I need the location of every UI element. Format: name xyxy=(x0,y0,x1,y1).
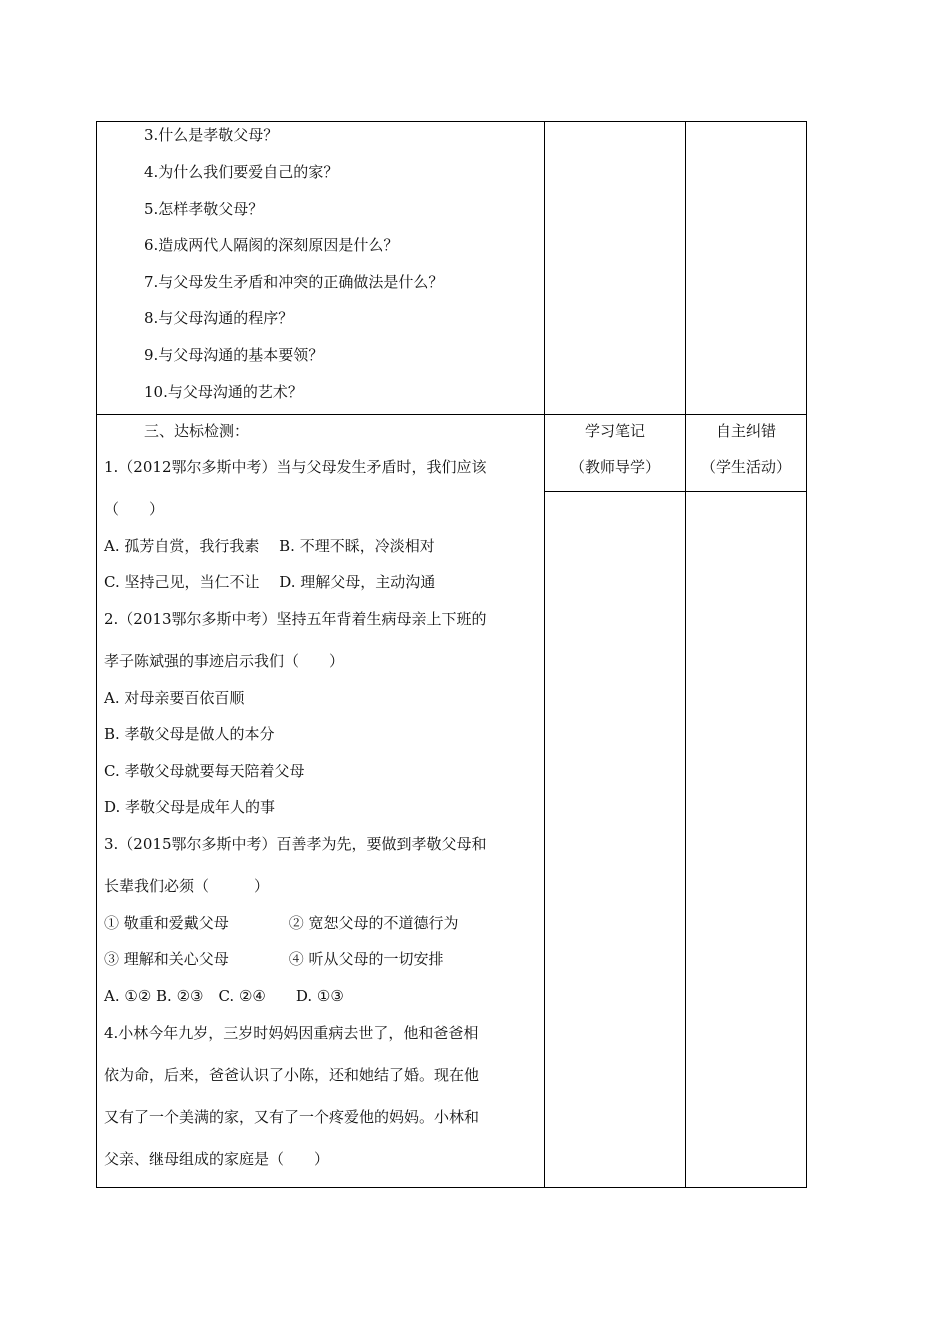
table-border-right xyxy=(806,121,807,1188)
column-divider-1 xyxy=(544,121,545,1188)
table-border-left xyxy=(96,121,97,1188)
question-item: 10.与父母沟通的艺术？ xyxy=(144,383,303,401)
test-line: A. ①② B. ②③ C. ②④ D. ①③ xyxy=(104,987,344,1005)
test-line: 2.（2013鄂尔多斯中考）坚持五年背着生病母亲上下班的 xyxy=(104,610,487,628)
test-line: A. 孤芳自赏，我行我素 B. 不理不睬，冷淡相对 xyxy=(104,537,435,555)
test-line: C. 坚持己见，当仁不让 D. 理解父母，主动沟通 xyxy=(104,573,436,591)
test-line: B. 孝敬父母是做人的本分 xyxy=(104,725,275,743)
column-divider-2 xyxy=(685,121,686,1188)
question-item: 3.什么是孝敬父母？ xyxy=(144,126,279,144)
test-line: 1.（2012鄂尔多斯中考）当与父母发生矛盾时，我们应该 xyxy=(104,458,487,476)
worksheet-table xyxy=(96,121,807,1188)
test-line: （ ） xyxy=(104,500,165,518)
test-line: ③ 理解和关心父母 ④ 听从父母的一切安排 xyxy=(104,950,444,968)
test-line: A. 对母亲要百依百顺 xyxy=(104,689,245,707)
test-line: 依为命，后来，爸爸认识了小陈，还和她结了婚。现在他 xyxy=(104,1066,480,1084)
question-item: 4.为什么我们要爱自己的家？ xyxy=(144,163,339,181)
question-item: 7.与父母发生矛盾和冲突的正确做法是什么？ xyxy=(144,273,444,291)
test-line: 父亲、继母组成的家庭是（ ） xyxy=(104,1150,330,1168)
correction-column-subtitle: （学生活动） xyxy=(700,458,791,476)
row-divider xyxy=(96,414,807,415)
question-item: 5.怎样孝敬父母？ xyxy=(144,200,264,218)
test-line: 4.小林今年九岁，三岁时妈妈因重病去世了，他和爸爸相 xyxy=(104,1024,479,1042)
test-line: 又有了一个美满的家，又有了一个疼爱他的妈妈。小林和 xyxy=(104,1108,480,1126)
header-divider xyxy=(544,491,807,492)
notes-column-subtitle: （教师导学） xyxy=(569,458,660,476)
question-item: 6.造成两代人隔阂的深刻原因是什么？ xyxy=(144,236,399,254)
notes-column-title: 学习笔记 xyxy=(584,422,645,440)
question-item: 8.与父母沟通的程序？ xyxy=(144,309,294,327)
test-line: 长辈我们必须（ ） xyxy=(104,877,270,895)
table-border-top xyxy=(96,121,807,122)
test-line: D. 孝敬父母是成年人的事 xyxy=(104,798,276,816)
table-border-bottom xyxy=(96,1187,807,1188)
test-line: 孝子陈斌强的事迹启示我们（ ） xyxy=(104,652,345,670)
question-item: 9.与父母沟通的基本要领？ xyxy=(144,346,324,364)
test-line: 3.（2015鄂尔多斯中考）百善孝为先，要做到孝敬父母和 xyxy=(104,835,487,853)
test-line: C. 孝敬父母就要每天陪着父母 xyxy=(104,762,305,780)
test-line: ① 敬重和爱戴父母 ② 宽恕父母的不道德行为 xyxy=(104,914,459,932)
section-heading: 三、达标检测： xyxy=(144,422,250,440)
correction-column-title: 自主纠错 xyxy=(715,422,776,440)
